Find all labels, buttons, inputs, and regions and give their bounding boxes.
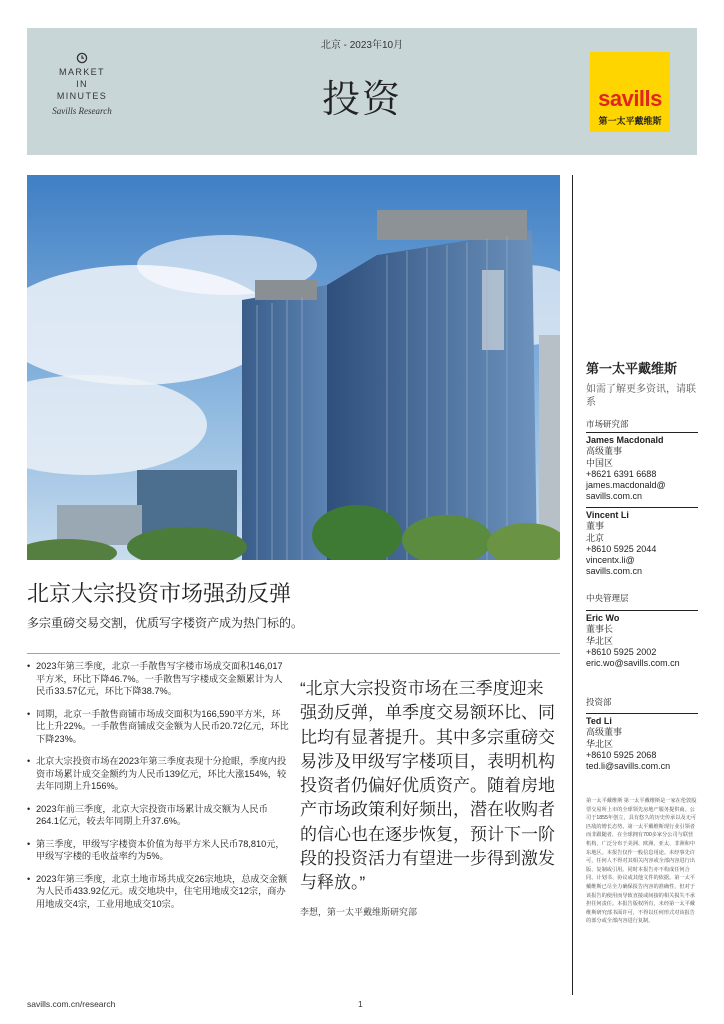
contact-email[interactable]: ted.li@savills.com.cn [586, 761, 671, 772]
contact-name: Ted Li [586, 716, 612, 726]
contact-card [586, 613, 701, 669]
quote-attribution: 李想，第一太平戴维斯研究部 [300, 907, 418, 917]
contact-name: James Macdonald [586, 435, 664, 445]
disclaimer-text: 第一太平戴维斯 第一太平戴维斯是一家在伦敦股票交易所上市的全球领先房地产服务提供商。公司于1855年创立，具有悠久的历史传承以及无可匹敌的增长态势。第一太平戴维斯现行业引领者而非跟随者，在全球拥有700多家分公司与联营机构，广泛分布于美洲、欧洲、亚太、非洲和中东地区。本报告仅作一般信息用途。未经事先许可，任何人不得对其相关内容或全部内容进行出版、复制或引用。同时本报告亦不构成任何合同、计划书、协议或其他文件的依据。第一太平戴维斯已尽全力确保报告内容的准确性，但对于该报告的使用而导致直接或间接的相关损失不承担任何责任。本报告版权所有，未经第一太平戴维斯研究部书面许可，不得以任何形式对该报告的部分或全部内容进行复制。 [586, 798, 697, 925]
contact-email[interactable]: vincentx.li@ [586, 555, 635, 566]
section-label-investment: 投资部 [586, 697, 612, 707]
contact-region: 北京 [586, 532, 605, 543]
article-title: 北京大宗投资市场强劲反弹 [27, 581, 292, 606]
pull-quote: “北京大宗投资市场在三季度迎来强劲反弹，单季度交易额环比、同比均有显著提升。其中多宗重磅交易涉及甲级写字楼项目，表明机构投资者仍偏好优质资产。随着房地产市场政策利好频出，潜在收购者的信心也在逐步恢复，预计下一阶段的投资活力有望进一步得到激发与释放。” [300, 679, 555, 893]
logo-chinese: 第一太平戴维斯 [598, 116, 662, 126]
logo-wordmark: savills [598, 86, 662, 111]
building-photo [27, 175, 560, 560]
list-item: • 第三季度，甲级写字楼资本价值为每平方米人民币78,810元，甲级写字楼的毛收益率约为5%。 [27, 838, 289, 863]
brand-subtitle: Savills Research [52, 106, 112, 116]
list-item: • 2023年第三季度，北京土地市场共成交26宗地块，总成交金额为人民币433.92亿元。成交地块中，住宅用地成交12宗，商办用地成交4宗，工业用地成交10宗。 [27, 873, 289, 911]
contact-email-domain[interactable]: savills.com.cn [586, 491, 643, 502]
contact-title: 高级董事 [586, 727, 623, 738]
sidebar-contact-note: 如需了解更多资讯，请联系 [586, 384, 696, 408]
list-item: • 2023年前三季度，北京大宗投资市场累计成交额为人民币264.1亿元，较去年同期上升37.6%。 [27, 803, 289, 828]
article-subtitle: 多宗重磅交易交割，优质写字楼资产成为热门标的。 [27, 616, 304, 630]
section-rule [586, 507, 698, 508]
contact-email[interactable]: james.macdonald@ [586, 480, 666, 491]
contact-region: 华北区 [586, 635, 614, 646]
report-date: 北京 - 2023年10月 [320, 40, 404, 51]
contact-card [586, 435, 701, 503]
report-title: 投资 [321, 79, 402, 121]
list-item: • 2023年第三季度，北京一手散售写字楼市场成交面积146,017平方米，环比下降46.7%。一手散售写字楼成交金额累计为人民币33.57亿元，环比下降38.7%。 [27, 660, 289, 698]
list-item: • 北京大宗投资市场在2023年第三季度表现十分抢眼，季度内投资市场累计成交金额约为人民币139亿元，环比大涨154%，较去年同期上升156%。 [27, 755, 289, 793]
section-divider [27, 653, 560, 654]
section-label-management: 中央管理层 [586, 593, 629, 603]
contact-email-domain[interactable]: savills.com.cn [586, 566, 643, 577]
section-rule [586, 610, 698, 611]
section-label-research: 市场研究部 [586, 419, 629, 429]
clock-icon [27, 52, 137, 66]
brand-line-3: MINUTES [56, 91, 108, 101]
brand-line-1: MARKET [59, 67, 105, 77]
contact-title: 董事长 [586, 624, 614, 635]
contact-title: 董事 [586, 521, 605, 532]
contact-email[interactable]: eric.wo@savills.com.cn [586, 658, 680, 669]
contact-name: Eric Wo [586, 613, 620, 623]
contact-phone: +8621 6391 6688 [586, 468, 657, 479]
contact-card [586, 510, 701, 578]
contact-name: Vincent Li [586, 510, 629, 520]
sidebar-divider [572, 175, 573, 995]
section-rule [586, 432, 698, 433]
key-points-list [27, 660, 289, 920]
contact-title: 高级董事 [586, 446, 623, 457]
report-header [27, 28, 697, 155]
list-item: • 同期，北京一手散售商铺市场成交面积为166,590平方米，环比上升22%。一手散售商铺成交金额为人民币20.72亿元，环比下降23%。 [27, 708, 289, 746]
contact-phone: +8610 5925 2068 [586, 749, 657, 760]
contact-region: 中国区 [586, 457, 614, 468]
footer-url[interactable]: savills.com.cn/research [27, 999, 116, 1009]
contact-card [586, 716, 701, 772]
sidebar-brand: 第一太平戴维斯 [586, 361, 678, 376]
brand-line-2: IN [76, 79, 88, 89]
contact-region: 华北区 [586, 738, 614, 749]
savills-logo [590, 52, 670, 132]
page-number: 1 [358, 999, 363, 1009]
contact-phone: +8610 5925 2002 [586, 646, 657, 657]
section-rule [586, 713, 698, 714]
contact-phone: +8610 5925 2044 [586, 543, 657, 554]
